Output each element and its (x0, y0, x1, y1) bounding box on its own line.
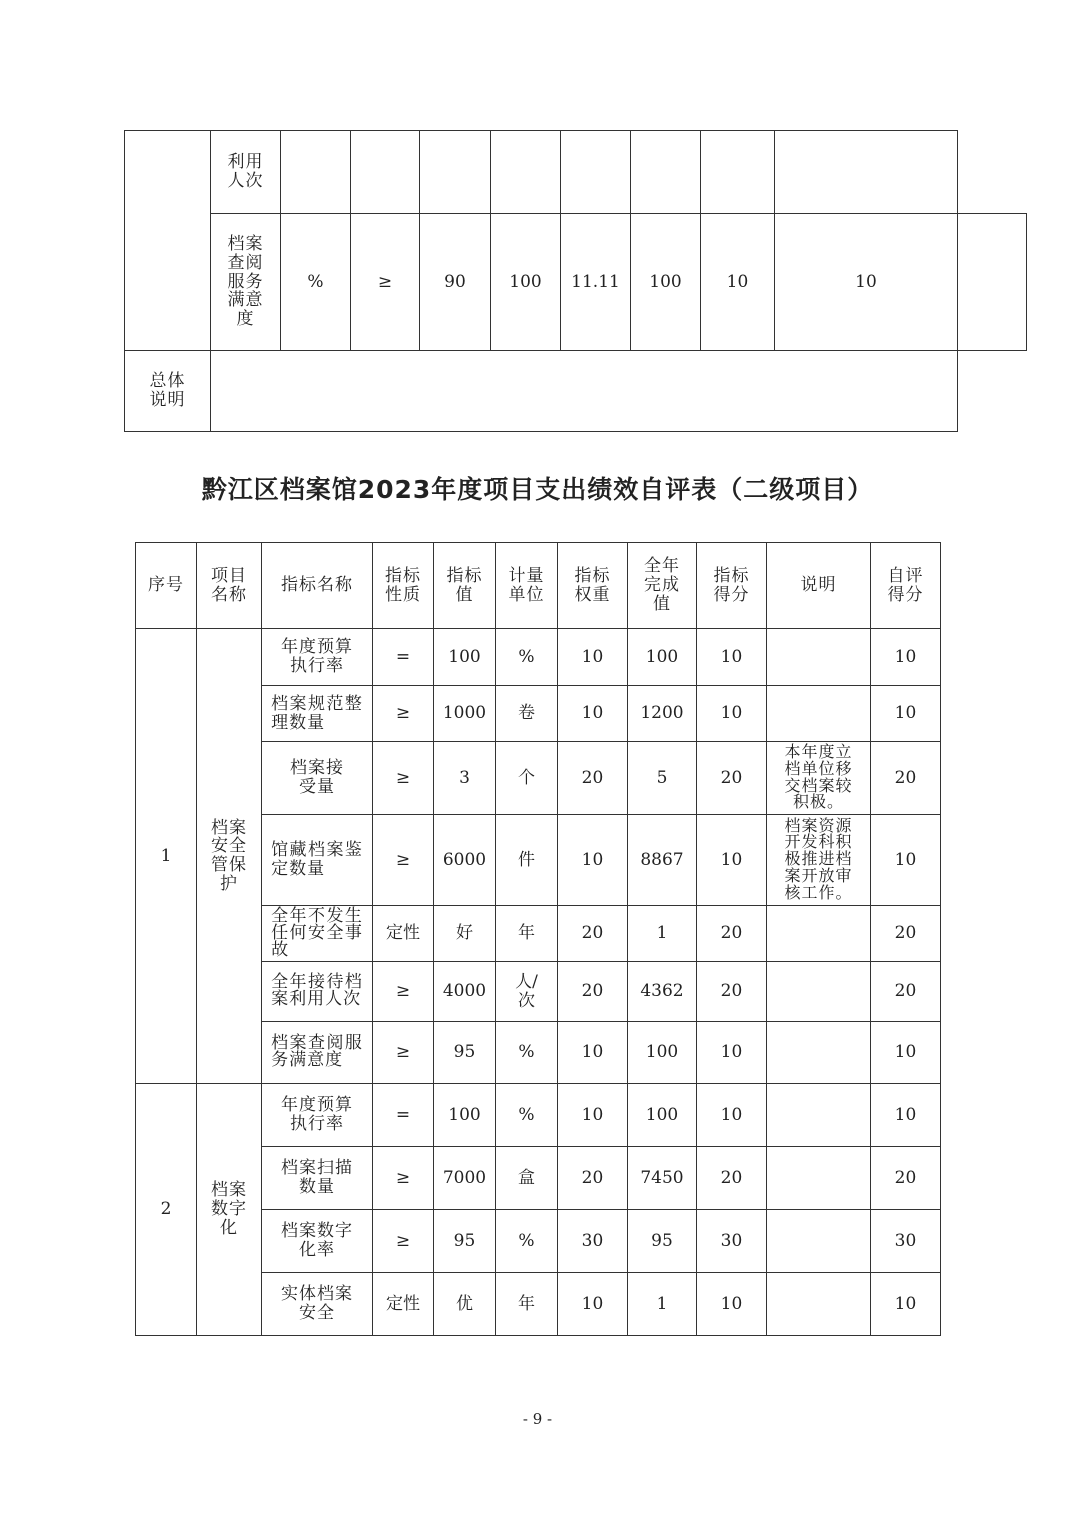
indicator-name: 利用人次 (227, 152, 264, 191)
cell-value: 7000 (434, 1147, 496, 1210)
cell-c8: 10 (775, 214, 958, 351)
header-cell: 自评得分 (887, 565, 924, 605)
cell-self-score: 10 (871, 629, 941, 686)
header-cell: 指标权重 (574, 565, 611, 605)
cell-weight: 30 (558, 1210, 628, 1273)
cell-self-score: 20 (871, 962, 941, 1022)
indicator-name: 全年不发生任何安全事故 (271, 905, 363, 960)
project-name: 档案安全管保护 (211, 817, 247, 894)
indicator-name: 全年接待档案利用人次 (271, 972, 363, 1010)
cell-unit: 盒 (496, 1147, 558, 1210)
cell-value: 优 (434, 1273, 496, 1336)
cell-value: 6000 (434, 815, 496, 906)
cell-nature: ≥ (373, 1210, 434, 1273)
cell-completed: 100 (628, 1022, 697, 1084)
cell-score: 10 (697, 686, 767, 742)
table-row (125, 131, 1027, 214)
cell-completed: 8867 (628, 815, 697, 906)
summary-content (211, 351, 958, 432)
cell-unit: % (496, 1084, 558, 1147)
cell-score: 10 (697, 1273, 767, 1336)
cell-score: 10 (697, 1084, 767, 1147)
indicator-name: 馆藏档案鉴定数量 (271, 840, 363, 879)
cell-value: 95 (434, 1210, 496, 1273)
indicator-name: 档案数字化率 (281, 1221, 353, 1260)
cell-score: 20 (697, 906, 767, 962)
cell-nature: ≥ (373, 815, 434, 906)
cell-unit: 人/次 (515, 971, 538, 1011)
cell-c6: 100 (631, 214, 701, 351)
cell-completed: 100 (628, 1084, 697, 1147)
cell-self-score: 10 (871, 1084, 941, 1147)
cell-nature: 定性 (373, 1273, 434, 1336)
indicator-name: 档案查阅服务满意度 (271, 1033, 363, 1071)
cell-completed: 1200 (628, 686, 697, 742)
cell-note (767, 962, 871, 1022)
cell-unit: % (496, 629, 558, 686)
cell-weight: 10 (558, 1084, 628, 1147)
cell-nature: ≥ (373, 1022, 434, 1084)
cell-note (767, 1273, 871, 1336)
cell-score: 10 (697, 1022, 767, 1084)
cell-note (767, 686, 871, 742)
cell-completed: 7450 (628, 1147, 697, 1210)
cell-score: 20 (697, 962, 767, 1022)
header-cell: 指标得分 (713, 565, 750, 605)
cell-self-score: 20 (871, 742, 941, 815)
cell-unit: % (281, 214, 351, 351)
cell-self-score: 30 (871, 1210, 941, 1273)
cell-nature: ≥ (373, 1147, 434, 1210)
group-number: 2 (136, 1084, 197, 1336)
cell-value: 4000 (434, 962, 496, 1022)
cell-score: 20 (697, 742, 767, 815)
table-row (125, 214, 1027, 351)
cell-nature: ≥ (373, 962, 434, 1022)
cell-score: 10 (697, 815, 767, 906)
header-cell: 指标性质 (385, 565, 421, 605)
cell-note (767, 629, 871, 686)
cell-nature: ≥ (373, 686, 434, 742)
cell-self-score: 10 (871, 1273, 941, 1336)
cell-self-score: 10 (871, 686, 941, 742)
cell-value: 3 (434, 742, 496, 815)
cell-completed: 1 (628, 1273, 697, 1336)
cell-unit: 卷 (496, 686, 558, 742)
cell-note (767, 1147, 871, 1210)
project-name: 档案数字化 (211, 1180, 247, 1238)
header-cell: 序号 (148, 575, 184, 596)
cell-weight: 20 (558, 742, 628, 815)
cell-completed: 95 (628, 1210, 697, 1273)
indicator-name: 档案查阅服务满意度 (227, 234, 264, 330)
cell-score: 30 (697, 1210, 767, 1273)
header-cell: 指标值 (446, 565, 483, 605)
indicator-name: 档案扫描数量 (281, 1158, 353, 1197)
indicator-name: 年度预算执行率 (281, 1095, 353, 1134)
cell-unit: 年 (496, 1273, 558, 1336)
cell-weight: 10 (558, 1273, 628, 1336)
cell-weight: 10 (558, 1022, 628, 1084)
cell-actual: 100 (491, 214, 561, 351)
cell-unit: 个 (496, 742, 558, 815)
header-cell: 指标名称 (281, 575, 353, 596)
cell-weight: 20 (558, 1147, 628, 1210)
cell-value: 100 (434, 629, 496, 686)
cell-weight: 10 (558, 686, 628, 742)
cell-value: 好 (434, 906, 496, 962)
group-number: 1 (136, 629, 197, 1084)
cell-note (767, 1022, 871, 1084)
cell-self-score: 10 (871, 815, 941, 906)
cell-weight: 10 (558, 629, 628, 686)
header-cell: 计量单位 (508, 565, 545, 605)
cell-completed: 100 (628, 629, 697, 686)
cell-completed: 1 (628, 906, 697, 962)
cell-nature: ≥ (373, 742, 434, 815)
cell-note (767, 906, 871, 962)
table-row (136, 1084, 941, 1147)
cell-target: 90 (420, 214, 491, 351)
page-number: - 9 - (522, 1410, 553, 1428)
cell-nature: = (373, 629, 434, 686)
cell-note: 档案资源开发科积极推进档案开放审核工作。 (784, 815, 853, 902)
cell-self-score: 20 (871, 906, 941, 962)
cell-value: 100 (434, 1084, 496, 1147)
cell-note (767, 1084, 871, 1147)
cell-completed: 5 (628, 742, 697, 815)
table-row (136, 629, 941, 686)
cell-value: 1000 (434, 686, 496, 742)
header-cell: 项目名称 (211, 565, 247, 605)
cell-weight: 20 (558, 906, 628, 962)
indicator-name: 档案规范整理数量 (271, 693, 363, 733)
cell-score: 10 (697, 629, 767, 686)
cell-nature: = (373, 1084, 434, 1147)
cell-value: 95 (434, 1022, 496, 1084)
cell-unit: 件 (496, 815, 558, 906)
cell-unit: % (496, 1210, 558, 1273)
indicator-name: 档案接受量 (290, 758, 344, 797)
header-cell: 说明 (800, 575, 837, 596)
cell-self-score: 10 (871, 1022, 941, 1084)
header-row (136, 543, 941, 629)
cell-weight: 20 (558, 962, 628, 1022)
header-cell: 全年完成值 (644, 556, 680, 614)
performance-table (135, 542, 941, 1336)
cell-nature: ≥ (351, 214, 420, 351)
cell-score: 20 (697, 1147, 767, 1210)
cell-completed: 4362 (628, 962, 697, 1022)
cell-c5: 11.11 (561, 214, 631, 351)
cell-nature: 定性 (373, 906, 434, 962)
cell-self-score: 20 (871, 1147, 941, 1210)
cell-note: 本年度立档单位移交档案较积极。 (784, 741, 853, 812)
indicator-name: 年度预算执行率 (281, 637, 353, 676)
cell-unit: 年 (496, 906, 558, 962)
page-title: 黔江区档案馆2023年度项目支出绩效自评表（二级项目） (201, 475, 874, 504)
cell-note (767, 1210, 871, 1273)
table-row (125, 351, 1027, 432)
cell-unit: % (496, 1022, 558, 1084)
cell-weight: 10 (558, 815, 628, 906)
indicator-name: 实体档案安全 (281, 1284, 353, 1323)
continued-table (124, 130, 1027, 432)
summary-label: 总体说明 (149, 371, 186, 410)
cell-c7: 10 (701, 214, 775, 351)
